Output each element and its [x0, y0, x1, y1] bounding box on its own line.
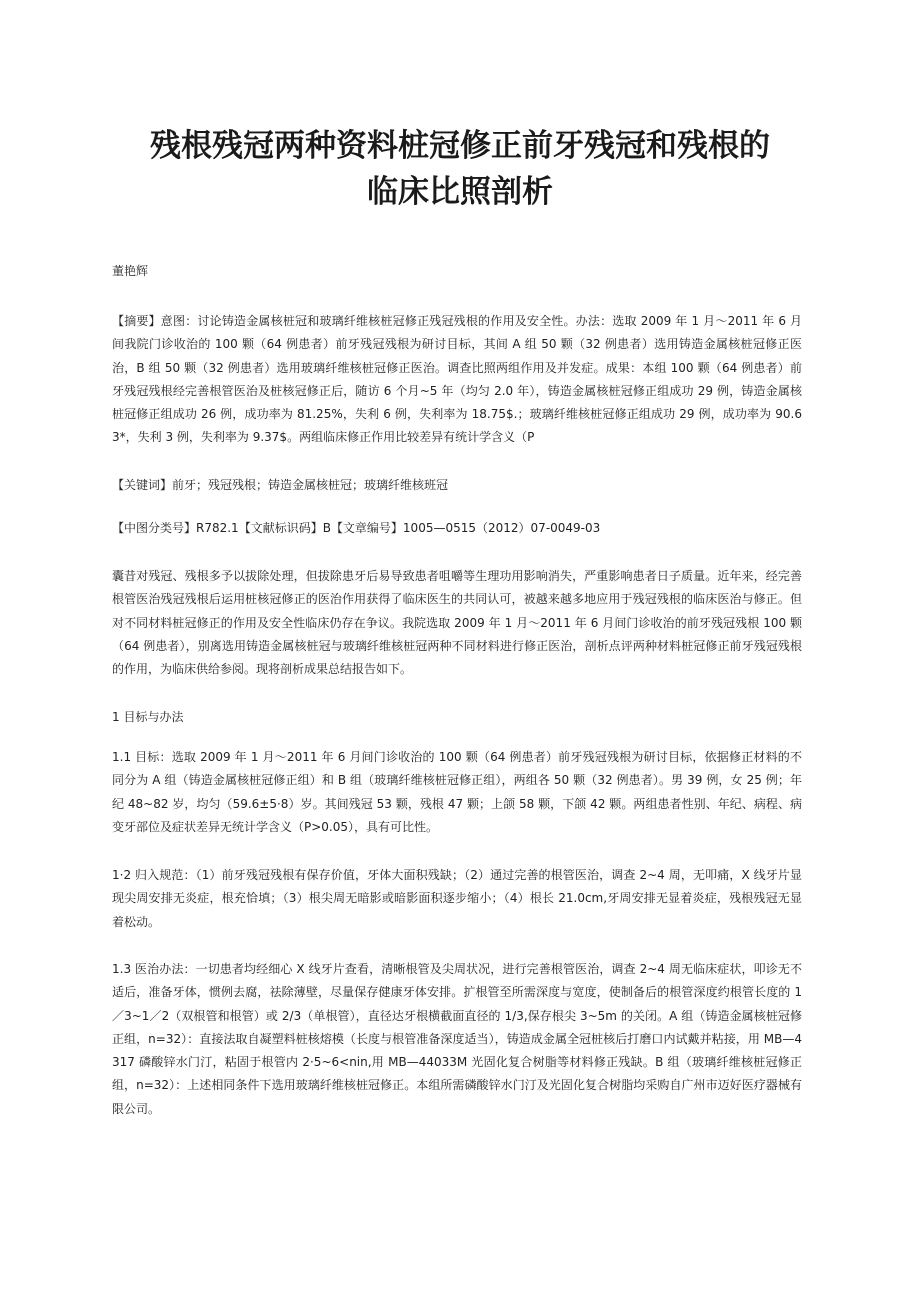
subsection-1-1-paragraph: 1.1 目标：选取 2009 年 1 月～2011 年 6 月间门诊收治的 100 颗（64 例患者）前牙残冠残根为研讨目标，依据修正材料的不同分为 A 组（铸造金属核桩冠修正组）和 B 组（玻璃纤维核桩冠修正组），两组各 50 颗（32 例患者）。男 39 例，女 25 例；年纪 48~82 岁，均匀（59.6±5·8）岁。其间残冠 53 颗，残根 47 颗；上颌 58 颗，下颌 42 颗。两组患者性别、年纪、病程、病变牙部位及症状差异无统计学含义（P>0.05），具有可比性。: [112, 750, 802, 834]
classification-paragraph: 【中图分类号】R782.1【文献标识码】B【文章编号】1005—0515（2012）07-0049-03: [112, 521, 601, 535]
keywords-paragraph: 【关键词】前牙；残冠残根；铸造金属核桩冠；玻璃纤维核班冠: [112, 478, 449, 492]
article-title-line-1: 残根残冠两种资料桩冠修正前牙残冠和残根的: [150, 128, 770, 164]
abstract-paragraph: 【摘要】意图：讨论铸造金属核桩冠和玻璃纤维核桩冠修正残冠残根的作用及安全性。办法：选取 2009 年 1 月～2011 年 6 月间我院门诊收治的 100 颗（64 例患者）前牙残冠残根为研讨目标，其间 A 组 50 颗（32 例患者）选用铸造金属核桩冠修正医治，B 组 50 颗（32 例患者）选用玻璃纤维核桩冠修正医治。调查比照两组作用及并发症。成果：本组 100 颗（64 例患者）前牙残冠残根经完善根管医治及桩核冠修正后，随访 6 个月~5 年（均匀 2.0 年），铸造金属核桩冠修正组成功 29 例，铸造金属核桩冠修正组成功 26 例，成功率为 81.25%，失利 6 例，失利率为 18.75$.；玻璃纤维核桩冠修正组成功 29 例，成功率为 90.63*，失利 3 例，失利率为 9.37$。两组临床修正作用比较差异有统计学含义（P: [112, 314, 802, 445]
introduction-paragraph: 囊昔对残冠、残根多予以拔除处理，但拔除患牙后易导致患者咀嚼等生理功用影响消失，严重影响患者日子质量。近年来，经完善根管医治残冠残根后运用桩核冠修正的医治作用获得了临床医生的共同认可，被越来越多地应用于残冠残根的临床医治与修正。但对不同材料桩冠修正的作用及安全性临床仍存在争议。我院选取 2009 年 1 月～2011 年 6 月间门诊收治的前牙残冠残根 100 颗（64 例患者），别离选用铸造金属核桩冠与玻璃纤维核桩冠两种不同材料进行修正医治，剖析点评两种材料桩冠修正前牙残冠残根的作用，为临床供给参阅。现将剖析成果总结报告如下。: [112, 569, 802, 677]
article-title-line-2: 临床比照剖析: [367, 174, 553, 210]
article-title: [60, 123, 860, 215]
section-heading-methods: 1 目标与办法: [112, 710, 184, 724]
subsection-1-3-paragraph: 1.3 医治办法：一切患者均经细心 X 线牙片查看，清晰根管及尖周状况，进行完善根管医治，调查 2~4 周无临床症状，叩诊无不适后，准备牙体，惯例去腐，祛除薄壁，尽量保存健康牙体安排。扩根管至所需深度与宽度，使制备后的根管深度约根管长度的 1／3~1／2（双根管和根管）或 2/3（单根管），直径达牙根横截面直径的 1/3,保存根尖 3~5m 的关闭。A 组（铸造金属核桩冠修正组，n=32）：直接法取自凝塑料桩核熔模（长度与根管准备深度适当），铸造成金属全冠桩核后打磨口内试戴并粘接，用 MB—4317 磷酸锌水门汀，粘固于根管内 2·5~6<nin,用 MB—44033M 光固化复合树脂等材料修正残缺。B 组（玻璃纤维核桩冠修正组，n=32）：上述相同条件下选用玻璃纤维核桩冠修正。本组所需磷酸锌水门汀及光固化复合树脂均采购自广州市迈好医疗器械有限公司。: [112, 962, 802, 1116]
subsection-1-2-paragraph: 1·2 归入规范：（1）前牙残冠残根有保存价值，牙体大面积残缺；（2）通过完善的根管医治，调查 2~4 周，无叩痛，X 线牙片显现尖周安排无炎症，根充恰填；（3）根尖周无暗影或暗影面积逐步缩小；（4）根长 21.0cm,牙周安排无显着炎症，残根残冠无显着松动。: [112, 868, 802, 929]
author-name: 董艳辉: [112, 264, 149, 278]
